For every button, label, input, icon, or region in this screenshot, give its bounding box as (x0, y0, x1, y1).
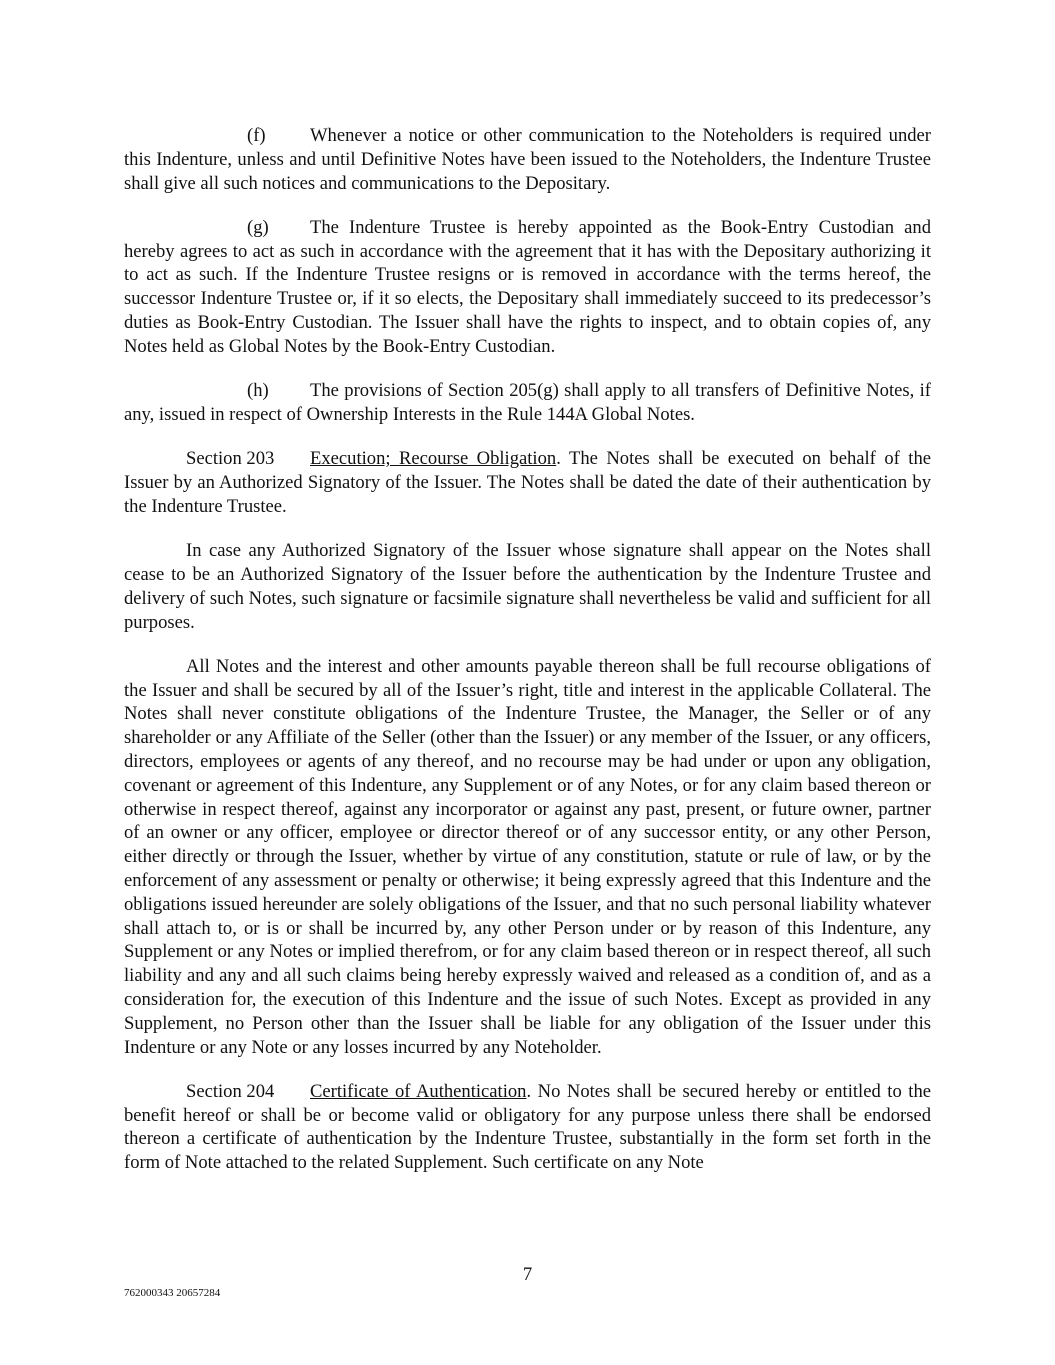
paragraph-text: All Notes and the interest and other amounts payable thereon shall be full recourse obligations of the Issuer and shall be secured by all of the Issuer’s right, title and interest in the applicable Collateral. The Notes shall never constitute obligations of the Indenture Trustee, the Manager, the Seller or of any shareholder or any Affiliate of the Seller (other than the Issuer) or any member of the Issuer, or any officers, directors, employees or agents of any thereof, and no recourse may be had under or upon any obligation, covenant or agreement of this Indenture, any Supplement or of any Notes, or for any claim based thereon or otherwise in respect thereof, against any incorporator or against any past, present, or future owner, partner of an owner or any officer, employee or director thereof or of any successor entity, or any other Person, either directly or through the Issuer, whether by virtue of any constitution, statute or rule of law, or by the enforcement of any assessment or penalty or otherwise; it being expressly agreed that this Indenture and the obligations issued hereunder are solely obligations of the Issuer, and that no such personal liability whatever shall attach to, or is or shall be incurred by, any other Person under or by reason of this Indenture, any Supplement or any Notes or implied therefrom, or for any claim based thereon or in respect thereof, all such liability and any and all such claims being hereby expressly waived and released as a condition of, and as a consideration for, the execution of this Indenture and the issue of such Notes. Except as provided in any Supplement, no Person other than the Issuer shall be liable for any obligation of the Issuer under this Indenture or any Note or any losses incurred by any Noteholder. (124, 655, 931, 1058)
paragraph-label: (f) (247, 125, 266, 146)
section-heading: Execution; Recourse Obligation (310, 448, 557, 470)
paragraph-authorized-signatory (124, 539, 931, 634)
paragraph-text: The Indenture Trustee is hereby appointed as the Book-Entry Custodian and hereby agrees to act as such in accordance with the agreement that it has with the Depositary authorizing it to act as such. If the Indenture Trustee resigns or is removed in accordance with the terms hereof, the successor Indenture Trustee or, if it so elects, the Depositary shall immediately succeed to its predecessor’s duties as Book-Entry Custodian. The Issuer shall have the rights to inspect, and to obtain copies of, any Notes held as Global Notes by the Book-Entry Custodian. (124, 216, 931, 357)
document-body (124, 124, 931, 1175)
paragraph-label: (g) (247, 216, 269, 238)
paragraph-h (124, 379, 931, 427)
paragraph-text: In case any Authorized Signatory of the Issuer whose signature shall appear on the Notes shall cease to be an Authorized Signatory of the Issuer before the authentication by the Indenture Trustee and delivery of such Notes, such signature or facsimile signature shall nevertheless be valid and sufficient for all purposes. (124, 540, 931, 633)
paragraph-text: Whenever a notice or other communication to the Noteholders is required under this Indenture, unless and until Definitive Notes have been issued to the Noteholders, the Indenture Trustee shall give all such notices and communications to the Depositary. (124, 125, 931, 194)
page-number: 7 (522, 1264, 533, 1285)
section-heading: Certificate of Authentication (310, 1080, 527, 1102)
section-number: Section 203 (186, 448, 275, 470)
section-203 (124, 447, 931, 518)
section-text: . The Notes shall be executed on behalf of the Issuer by an Authorized Signatory of the Issuer. The Notes shall be dated the date of their authentication by the Indenture Trustee. (124, 448, 931, 517)
paragraph-recourse (124, 655, 931, 1060)
paragraph-text: The provisions of Section 205(g) shall apply to all transfers of Definitive Notes, if any, issued in respect of Ownership Interests in the Rule 144A Global Notes. (124, 380, 931, 425)
paragraph-g (124, 216, 931, 359)
document-id: 762000343 20657284 (124, 1287, 221, 1299)
section-204 (124, 1080, 931, 1175)
section-text: . No Notes shall be secured hereby or entitled to the benefit hereof or shall be or become valid or obligatory for any purpose unless there shall be endorsed thereon a certificate of authentication by the Indenture Trustee, substantially in the form set forth in the form of Note attached to the related Supplement. Such certificate on any Note (124, 1080, 931, 1174)
section-number: Section 204 (186, 1080, 275, 1102)
paragraph-label: (h) (247, 380, 269, 402)
paragraph-f (124, 124, 931, 195)
